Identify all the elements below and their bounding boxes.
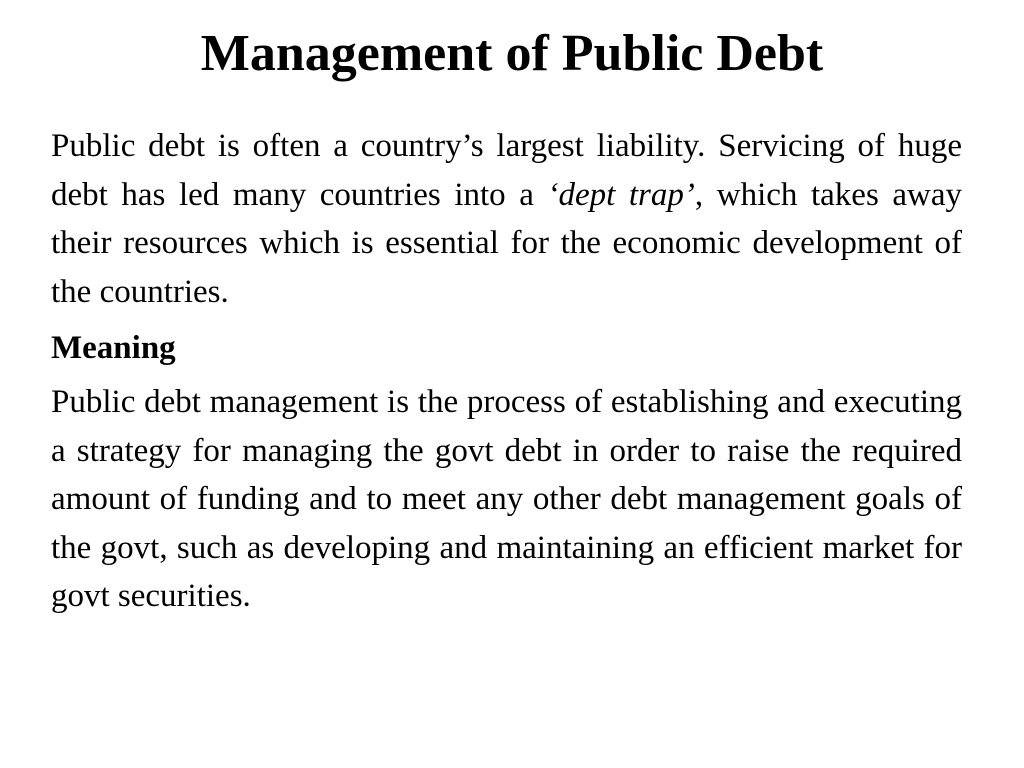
slide-body (51, 122, 962, 621)
intro-text-start: Public debt is often a country’s largest liability. Servicing of huge debt has led many countries into a (51, 128, 962, 213)
slide-title: Management of Public Debt (200, 25, 824, 82)
intro-emphasis: ‘dept trap’ (547, 176, 695, 213)
intro-paragraph (51, 122, 962, 316)
meaning-paragraph: Public debt management is the process of establishing and executing a strategy for managing the govt debt in order to raise the required amount of funding and to meet any other debt management goals of the govt, such as developing and maintaining an efficient market for govt securities. (51, 384, 962, 614)
intro-text-end: , which takes away their resources which is essential for the economic development of the countries. (51, 176, 962, 310)
section-heading: Meaning (51, 330, 176, 366)
